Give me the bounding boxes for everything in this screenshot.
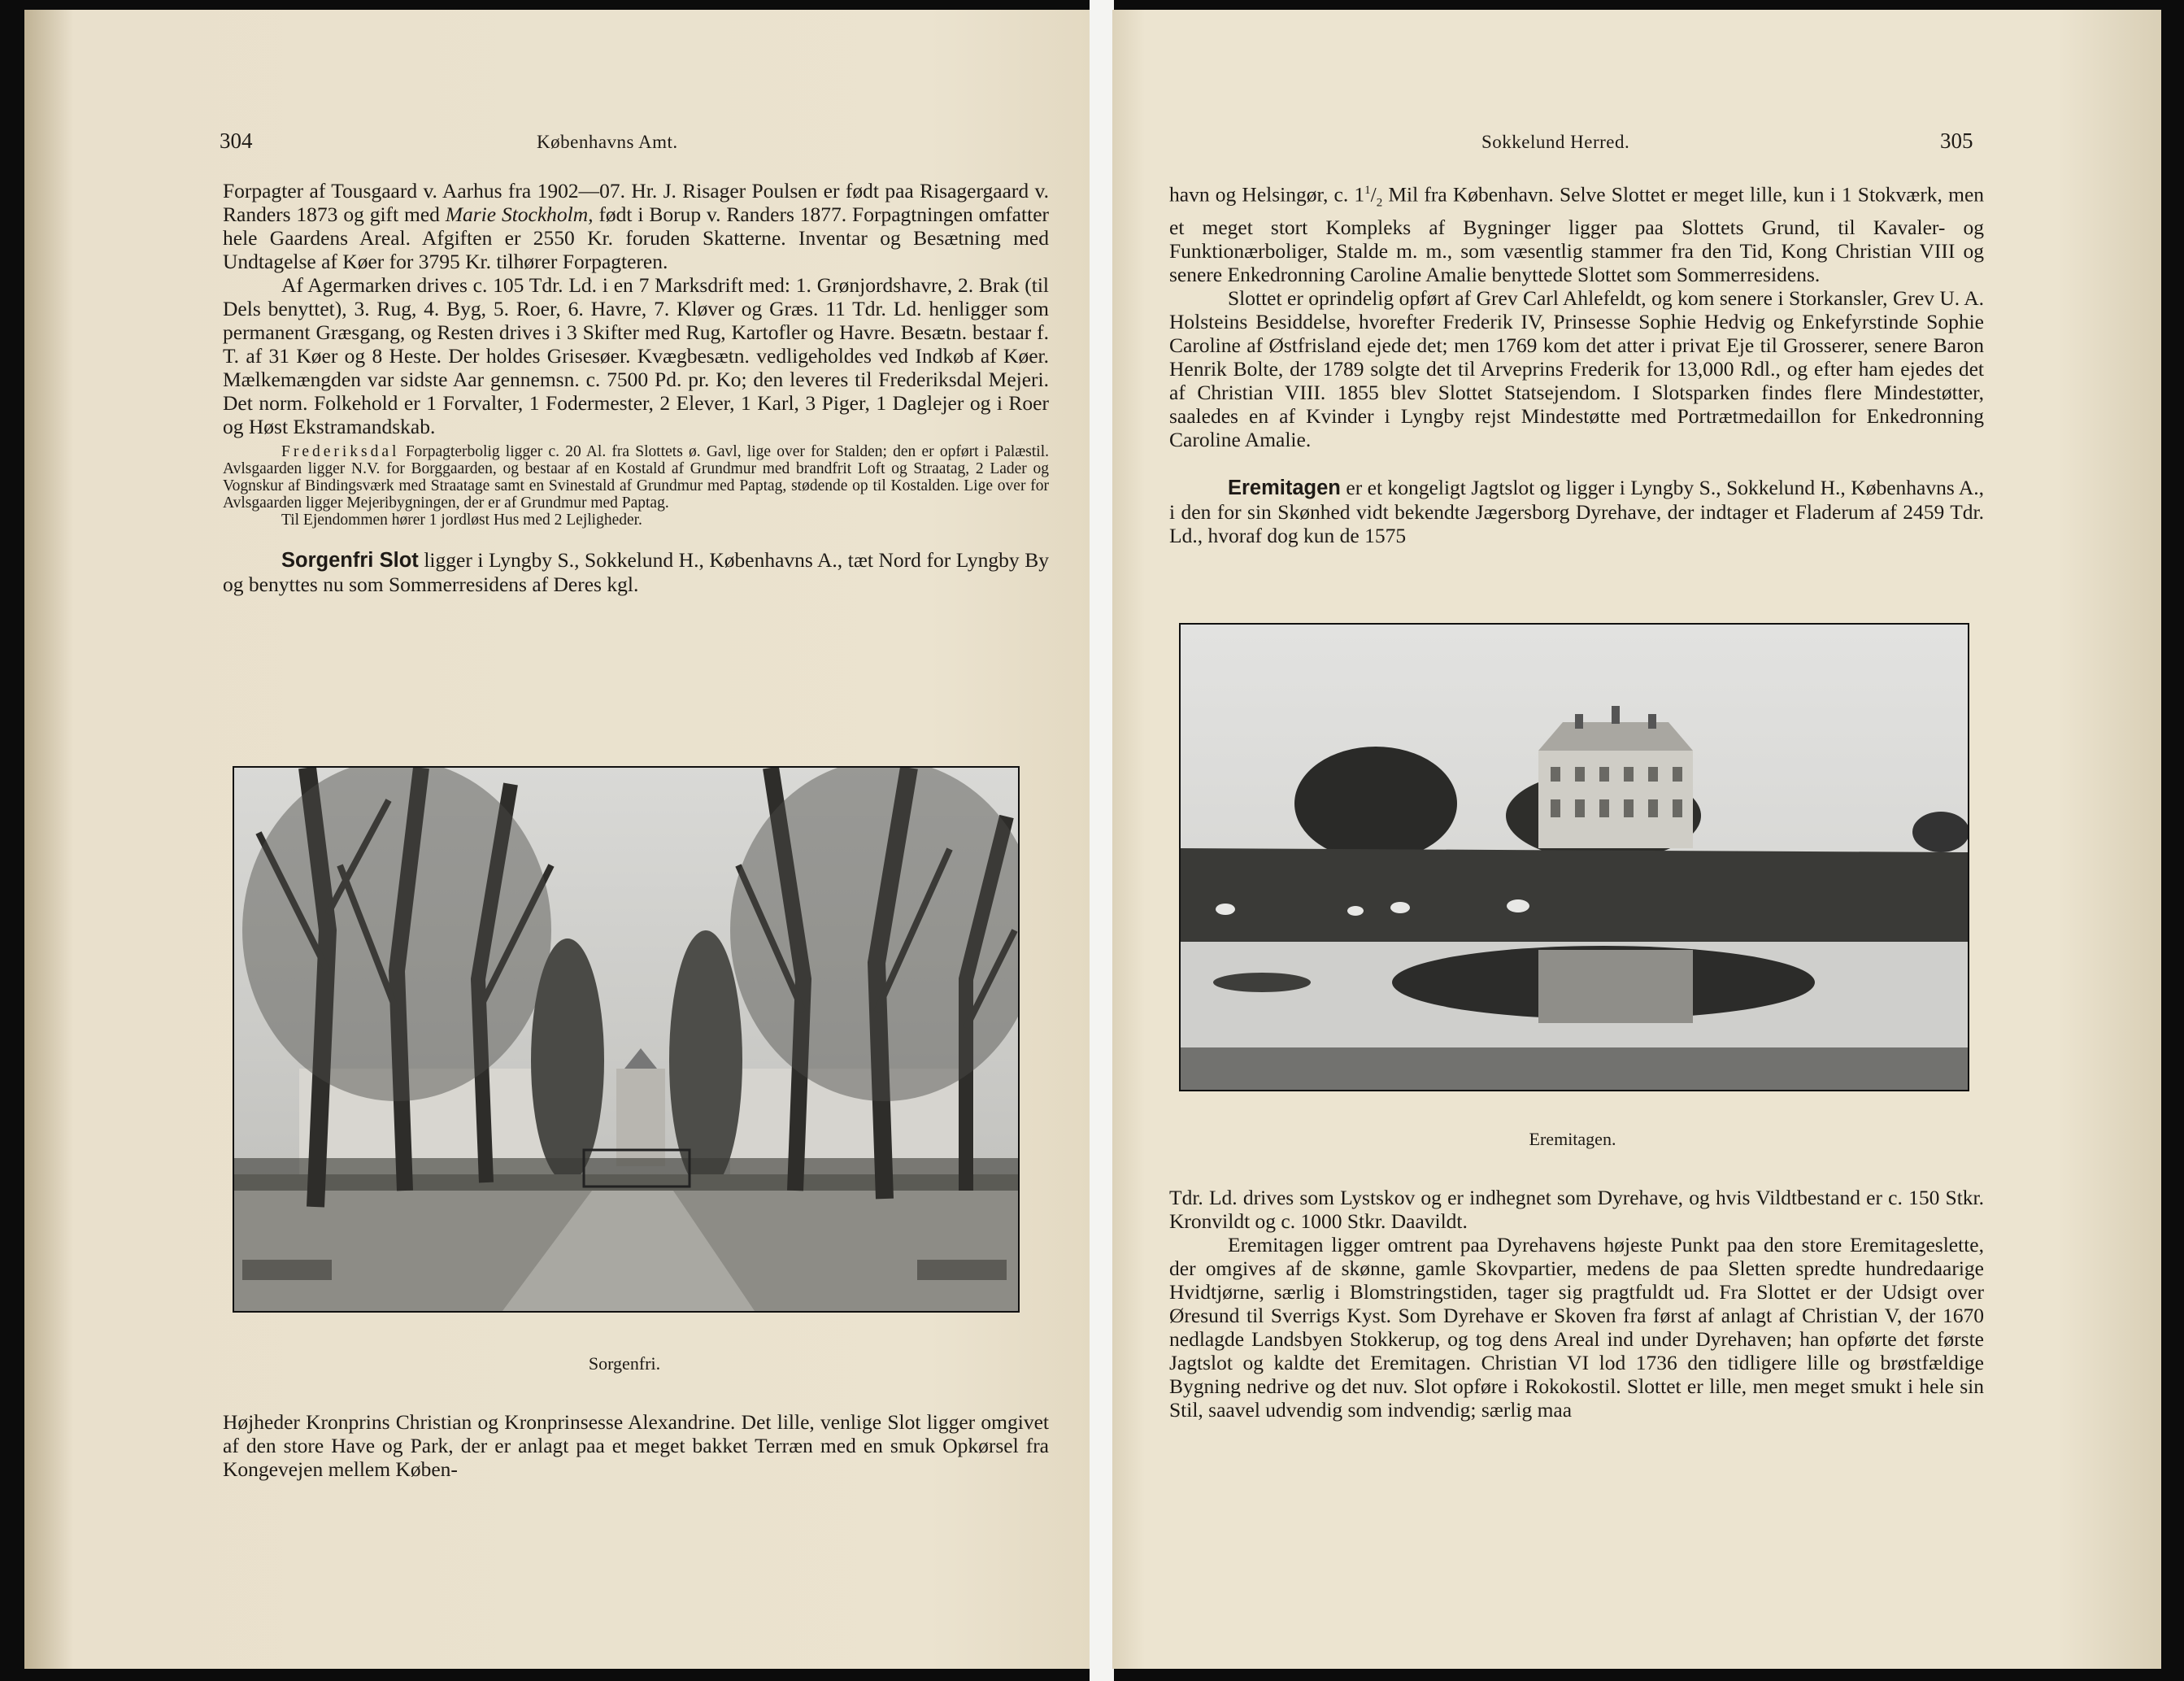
eremitagen-illustration: [1181, 625, 1968, 1090]
right-body-text-bottom: [1169, 1186, 1984, 1422]
small-print-paragraph: Til Ejendommen hører 1 jordløst Hus med 2 Lejligheder.: [281, 512, 642, 529]
paragraph: Slottet er oprindelig opført af Grev Carl Ahlefeldt, og kom senere i Storkansler, Grev U. A. Holsteins Besiddelse, hvorefter Frederik IV, Prinsesse Sophie Hedvig og Enkefyrstinde Sophie Caroline af Østfrisland ejede det; men 1769 kom det atter i privat Eje til Grosserer, senere Baron Henrik Bolte, der 1789 solgte det til Arveprins Frederik for 13,000 Rdl., og efter ham ejedes det af Christian VIII. 1855 blev Slottet Statsejendom. I Slotsparken findes flere Mindestøtter, saaledes en af Kvinder i Lyngby rejst Mindestøtte med Portrætmedaillon for Enkedronning Caroline Amalie.: [1169, 285, 1984, 451]
paragraph: [223, 548, 1049, 596]
small-print-paragraph: [223, 443, 1049, 512]
page-number-left: 304: [220, 128, 253, 153]
section-heading: Eremitagen: [1228, 476, 1341, 499]
photo-caption-left: Sorgenfri.: [588, 1353, 661, 1374]
right-page: [1112, 10, 2161, 1669]
paragraph-text: Mil fra København. Selve Slottet er meget lille, kun i 1 Stokværk, men et meget stort Kompleks af Bygninger ligger paa Slottets Grund, til Kavaler- og Funktionærboliger, Stalde m. m., som væsentlig stammer fra den Tid, Kong Christian VIII og senere Enkedronning Caroline Amalie benyttede Slottet som Sommerresidens.: [1169, 182, 1985, 286]
paragraph: Tdr. Ld. drives som Lystskov og er indhegnet som Dyrehave, og hvis Vildtbestand er c. 150 Stkr. Kronvildt og c. 1000 Stkr. Daavildt.: [1169, 1186, 1984, 1233]
page-edge-shadow: [24, 10, 73, 1669]
left-body-text-bottom: [223, 1410, 1049, 1481]
paragraph: [223, 179, 1049, 273]
paragraph: [1169, 476, 1984, 547]
paragraph-text: ligger i Lyngby S., Sokkelund H., Københavns A., tæt Nord for Lyngby By og benyttes nu som Sommerresidens af Deres kgl.: [223, 548, 1049, 596]
paragraph: Af Agermarken drives c. 105 Tdr. Ld. i en 7 Marksdrift med: 1. Grønjordshavre, 2. Brak (til Dels benyttet), 3. Rug, 4. Byg, 5. Roer, 6. Havre, 7. Kløver og Græs. 11 Tdr. Ld. henligger som permanent Græsgang, og Resten drives i 3 Skifter med Rug, Kartofler og Havre. Besætn. bestaar f. T. af 31 Køer og 8 Heste. Der holdes Grisesøer. Kvægbesætn. vedligeholdes ved Indkøb af Køer. Mælkemængden var sidste Aar gennemsn. c. 7500 Pd. pr. Ko; den leveres til Frederiksdal Mejeri. Det norm. Folkehold er 1 Forvalter, 1 Fodermester, 2 Elever, 1 Karl, 3 Piger, 1 Daglejer og i Roer og Høst Ekstramandskab.: [223, 273, 1049, 438]
photo-caption-right: Eremitagen.: [1529, 1129, 1616, 1149]
right-body-text: [1169, 179, 1984, 547]
eremitagen-photo: [1179, 623, 1969, 1091]
paragraph: Højheder Kronprins Christian og Kronprinsesse Alexandrine. Det lille, venlige Slot ligger omgivet af den store Have og Park, der er anlagt paa et meget bakket Terræn med en smuk Opkørsel fra Kongevejen mellem Køben-: [223, 1410, 1049, 1481]
fraction-denominator: 2: [1376, 196, 1383, 210]
paragraph-text: havn og Helsingør, c. 1: [1169, 182, 1365, 207]
page-gutter: [1090, 0, 1114, 1681]
paragraph-text: født i Borup v. Randers 1877. Forpagtningen omfatter hele Gaardens Areal. Afgiften er 2550 Kr. foruden Skatterne. Inventar og Besætning med Undtagelse af Køer for 3795 Kr. tilhører Forpagteren.: [223, 203, 1049, 273]
spaced-name: Frederiksdal: [281, 443, 400, 460]
paragraph-text: Forpagter af Tousgaard v. Aarhus fra 1902—07. Hr. J. Risager Poulsen er født paa Risagergaard v. Randers 1873 og gift med: [223, 179, 1049, 226]
section-heading: Sorgenfri Slot: [281, 549, 419, 572]
paragraph: Eremitagen ligger omtrent paa Dyrehavens højeste Punkt paa den store Eremitageslette, der omgives af de skønne, gamle Skovpartier, medens de paa Sletten spredte hundredaarige Hvidtjørne, særlig i Blomstringstiden, tager sig pragtfuldt ud. Fra Slottet er der Udsigt over Øresund til Sverrigs Kyst. Som Dyrehave er Skoven fra først af anlagt af Christian V, der 1670 nedlagde Landsbyen Stokkerup, og tog dens Areal ind under Dyrehaven; han opførte det første Jagtslot og kaldte det Eremitagen. Christian VI lod 1736 den tidligere lille og brøstfældige Bygning nedrive og det nuv. Slot opføre i Rokokostil. Slottet er lille, men meget smukt i hele sin Stil, saavel udvendig som indvendig; særlig maa: [1169, 1233, 1984, 1422]
fraction-numerator: 1: [1364, 184, 1371, 197]
paragraph: havn og Helsingør, c. $1^1/_2$ Mil fra København. Selve Slottet er meget lille, kun i 1 Stokværk, men et meget stort Kompleks af Bygninger ligger paa Slottets Grund, til Kavaler- og Funktionærboliger, Stalde m. m., som væsentlig stammer fra den Tid, Kong Christian VIII og senere Enkedronning Caroline Amalie benyttede Slottet som Sommerresidens.: [1169, 182, 1985, 286]
page-number-right: 305: [1940, 128, 1973, 153]
running-head-right: Sokkelund Herred.: [1481, 132, 1630, 152]
sorgenfri-photo: [233, 766, 1020, 1313]
left-page: [24, 10, 1090, 1669]
sorgenfri-illustration: [234, 768, 1018, 1311]
italic-name: Marie Stockholm,: [445, 203, 594, 226]
paragraph-text: er et kongeligt Jagtslot og ligger i Lyngby S., Sokkelund H., Københavns A., i den for sin Skønhed vidt bekendte Jægersborg Dyrehave, der indtager et Fladerum af 2459 Tdr. Ld., hvoraf dog kun de 1575: [1169, 475, 1984, 547]
left-body-text: [223, 179, 1049, 596]
running-head-left: Københavns Amt.: [537, 132, 678, 152]
small-print-text: Forpagterbolig ligger c. 20 Al. fra Slottets ø. Gavl, lige over for Stalden; den er opført i Palæstil. Avlsgaarden ligger N.V. for Borggaarden, og bestaar af en Kostald af Grundmur med brandfrit Loft og Straatag, 2 Lader og Vognskur af Bindingsværk med Straatage samt en Svinestald af Grundmur med Paptag, stødende op til Kostalden. Lige over for Avlsgaarden ligger Mejeribygningen, der er af Grundmur med Paptag.: [223, 443, 1049, 512]
